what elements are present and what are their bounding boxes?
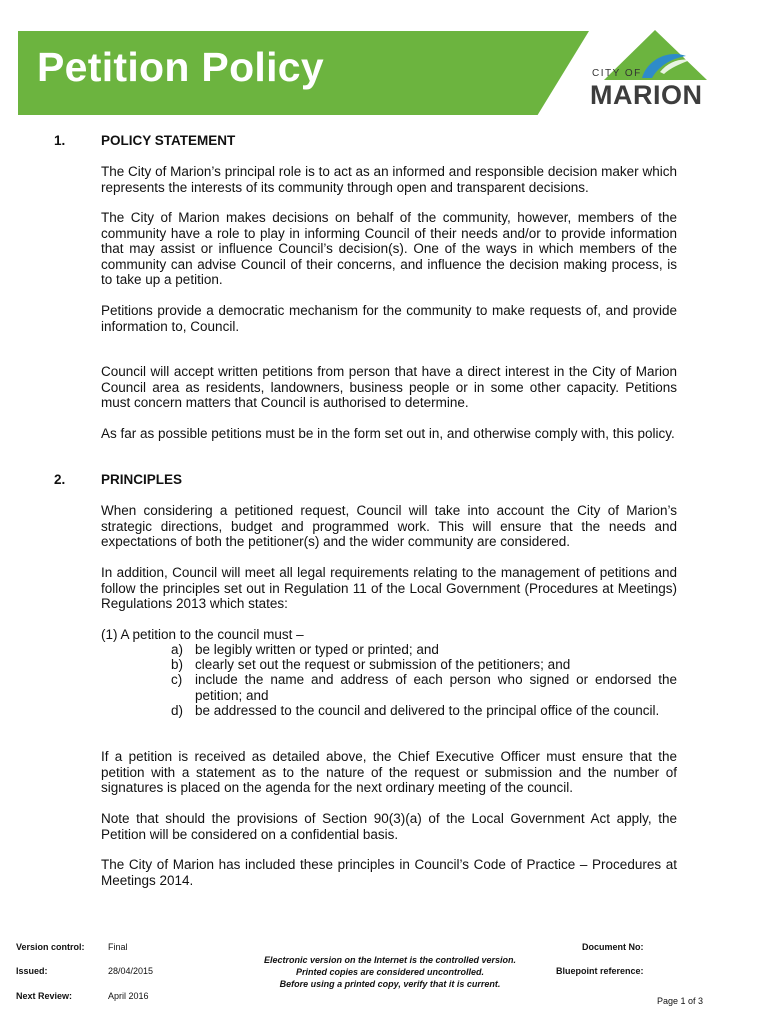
regulation-list-intro: (1) A petition to the council must – [101, 627, 304, 642]
next-review-value: April 2016 [108, 991, 149, 1001]
section-2-paragraph: In addition, Council will meet all legal requirements relating to the management of petitions and follow the principles set out in Regulation 11 of the Local Government (Procedures at Meetings) Regulations 2013 which states: [101, 565, 677, 611]
document-number-label: Document No: [582, 942, 644, 952]
notice-line: Electronic version on the Internet is the controlled version. [263, 955, 517, 965]
section-1-number: 1. [54, 133, 66, 148]
issued-value: 28/04/2015 [108, 966, 154, 976]
section-2-heading: PRINCIPLES [101, 472, 183, 487]
section-1-heading: POLICY STATEMENT [101, 133, 236, 148]
section-2-closing-paragraph: Note that should the provisions of Section 90(3)(a) of the Local Government Act apply, the Petition will be considered on a confidential basis. [101, 811, 677, 842]
issued-label: Issued: [16, 966, 48, 976]
notice-line: Before using a printed copy, verify that it is current. [279, 979, 501, 989]
section-1-paragraph: Council will accept written petitions from person that have a direct interest in the City of Marion Council area as residents, landowners, business people or in some other capacity. Petitions must concern matters that Council is authorised to determine. [101, 364, 677, 410]
logo-name-text: MARION [590, 80, 703, 110]
list-item-letter: b) [171, 657, 184, 672]
logo-city-text: CITY OF [592, 68, 642, 79]
section-1-paragraph: The City of Marion’s principal role is to act as an informed and responsible decision maker which represents the interests of its community through open and transparent decisions. [101, 164, 677, 195]
section-1-paragraph: The City of Marion makes decisions on behalf of the community, however, members of the community have a role to play in informing Council of their needs and/or to provide information that may assist or influence Council’s decision(s). One of the ways in which members of the community can advise Council of their concerns, and influence the decision making process, is to take up a petition. [101, 210, 677, 287]
section-2-number: 2. [54, 472, 66, 487]
list-item-letter: c) [171, 672, 183, 687]
bluepoint-reference-label: Bluepoint reference: [556, 966, 644, 976]
page-number: Page 1 of 3 [657, 996, 704, 1006]
version-control-label: Version control: [16, 942, 85, 952]
list-item-text: clearly set out the request or submission of the petitioners; and [195, 657, 571, 672]
list-item-text: include the name and address of each person who signed or endorsed the petition; and [195, 672, 677, 703]
controlled-version-notice [250, 954, 530, 990]
section-2-paragraph: When considering a petitioned request, Council will take into account the City of Marion’s strategic directions, budget and programmed work. This will ensure that the needs and expectations of both the petitioner(s) and the wider community are considered. [101, 503, 677, 549]
section-2-closing-paragraph: The City of Marion has included these principles in Council’s Code of Practice – Procedures at Meetings 2014. [101, 857, 677, 888]
section-1-paragraph: As far as possible petitions must be in the form set out in, and otherwise comply with, this policy. [101, 426, 675, 441]
page-title: Petition Policy [37, 44, 324, 90]
list-item-text: be addressed to the council and delivered to the principal office of the council. [195, 703, 660, 718]
section-1-paragraph: Petitions provide a democratic mechanism for the community to make requests of, and provide information to, Council. [101, 303, 677, 334]
list-item-letter: a) [171, 642, 184, 657]
next-review-label: Next Review: [16, 991, 73, 1001]
section-2-closing-paragraph: If a petition is received as detailed above, the Chief Executive Officer must ensure that the petition with a statement as to the nature of the request or submission and the number of signatures is placed on the agenda for the next ordinary meeting of the council. [101, 749, 677, 795]
notice-line: Printed copies are considered uncontrolled. [295, 967, 485, 977]
version-control-value: Final [108, 942, 128, 952]
list-item-letter: d) [171, 703, 184, 718]
list-item-text: be legibly written or typed or printed; and [195, 642, 439, 657]
